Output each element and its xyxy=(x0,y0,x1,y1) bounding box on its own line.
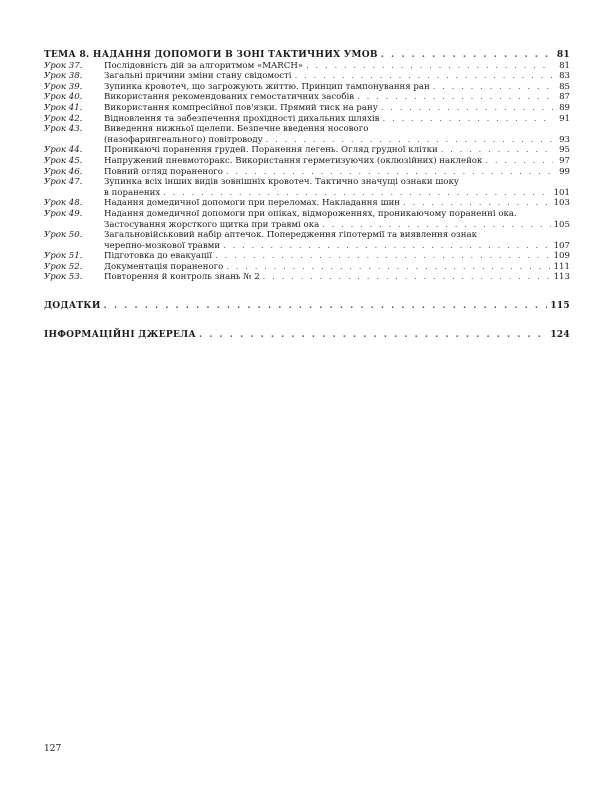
entry-title: Зупинка кровотеч, що загрожують життю. Принцип тампонування ран xyxy=(104,81,430,92)
entry-title: Виведення нижньої щелепи. Безпечне введення носового xyxy=(104,124,369,135)
entry-title: Послідовність дій за алгоритмом «MARCH» xyxy=(104,60,304,71)
lesson-number: Урок 42. xyxy=(44,113,83,124)
sources-title: ІНФОРМАЦІЙНІ ДЖЕРЕЛА xyxy=(44,329,196,340)
leader-dots xyxy=(381,103,553,114)
entry-title: Загальновійськовий набір аптечок. Попередження гіпотермії та виявлення ознак xyxy=(104,230,477,241)
entry-title: Повний огляд пораненого xyxy=(104,166,223,177)
entry-page: 99 xyxy=(559,166,570,177)
entry-page: 107 xyxy=(553,240,570,251)
table-of-contents xyxy=(44,50,570,340)
sources-page: 124 xyxy=(550,329,570,340)
entry-title: Загальні причини зміни стану свідомості xyxy=(104,71,292,82)
leader-dots xyxy=(441,145,553,156)
leader-dots xyxy=(223,241,550,252)
toc-entry[interactable] xyxy=(44,230,570,251)
toc-entry[interactable] xyxy=(44,124,570,145)
lesson-number: Урок 39. xyxy=(44,81,83,92)
entry-title: Застосування жорсткого щитка при травмі ока xyxy=(104,219,320,230)
lesson-number: Урок 51. xyxy=(44,251,83,262)
lesson-number: Урок 43. xyxy=(44,124,83,135)
entry-title: Відновлення та забезпечення прохідності дихальних шляхів xyxy=(104,113,380,124)
entry-page: 111 xyxy=(553,261,570,272)
toc-entry[interactable] xyxy=(44,114,570,125)
lesson-number: Урок 47. xyxy=(44,177,83,188)
entry-page: 109 xyxy=(553,251,570,262)
appendix-entry[interactable] xyxy=(44,301,570,312)
entry-page: 105 xyxy=(553,219,570,230)
section-heading[interactable] xyxy=(44,50,570,61)
entry-title: в поранених xyxy=(104,187,161,198)
entry-title: Надання домедичної допомоги при опіках, відмороженнях, проникаючому пораненні ока. xyxy=(104,208,517,219)
toc-entry[interactable] xyxy=(44,61,570,72)
lesson-number: Урок 50. xyxy=(44,230,83,241)
leader-dots xyxy=(226,262,550,273)
leader-dots xyxy=(104,301,548,312)
entry-title: Документація пораненого xyxy=(104,261,224,272)
entry-title: Напружений пневмоторакс. Використання герметизуючих (оклюзійних) наклейок xyxy=(104,155,483,166)
leader-dots xyxy=(403,198,551,209)
toc-entry[interactable] xyxy=(44,167,570,178)
entry-page: 81 xyxy=(559,60,570,71)
entry-page: 95 xyxy=(559,145,570,156)
entry-page: 113 xyxy=(553,272,570,283)
entry-page: 103 xyxy=(553,198,570,209)
toc-entry[interactable] xyxy=(44,103,570,114)
entry-title: Повторення й контроль знань № 2 xyxy=(104,272,260,283)
section-title: ТЕМА 8. НАДАННЯ ДОПОМОГИ В ЗОНІ ТАКТИЧНИХ УМОВ xyxy=(44,50,378,60)
leader-dots xyxy=(199,330,547,341)
lesson-number: Урок 46. xyxy=(44,166,83,177)
lesson-number: Урок 48. xyxy=(44,198,83,209)
leader-dots xyxy=(485,156,553,167)
leader-dots xyxy=(263,272,551,283)
sources-entry[interactable] xyxy=(44,330,570,341)
entry-title: Надання домедичної допомоги при переломах. Накладання шин xyxy=(104,198,401,209)
lesson-number: Урок 52. xyxy=(44,261,83,272)
entry-page: 87 xyxy=(559,92,570,103)
entry-page: 83 xyxy=(559,71,570,82)
entry-title: (назофарингеального) повітроводу xyxy=(104,134,263,145)
leader-dots xyxy=(306,61,553,72)
leader-dots xyxy=(295,71,553,82)
page-number: 127 xyxy=(44,744,62,754)
leader-dots xyxy=(163,188,550,199)
appendix-title: ДОДАТКИ xyxy=(44,301,101,312)
toc-entry[interactable] xyxy=(44,251,570,262)
toc-entry[interactable] xyxy=(44,209,570,230)
appendix-page: 115 xyxy=(550,301,570,312)
toc-entry[interactable] xyxy=(44,156,570,167)
leader-dots xyxy=(266,135,553,146)
leader-dots xyxy=(357,92,553,103)
lesson-list xyxy=(44,61,570,283)
lesson-number: Урок 40. xyxy=(44,92,83,103)
entry-page: 91 xyxy=(559,113,570,124)
entry-page: 97 xyxy=(559,155,570,166)
toc-entry[interactable] xyxy=(44,71,570,82)
entry-title: Підготовка до евакуації xyxy=(104,251,213,262)
entry-page: 101 xyxy=(553,187,570,198)
lesson-number: Урок 49. xyxy=(44,208,83,219)
entry-title: черепно-мозкової травми xyxy=(104,240,221,251)
leader-dots xyxy=(383,114,553,125)
toc-entry[interactable] xyxy=(44,92,570,103)
toc-entry[interactable] xyxy=(44,145,570,156)
entry-title: Використання рекомендованих гемостатичних засобів xyxy=(104,92,355,103)
lesson-number: Урок 41. xyxy=(44,102,83,113)
entry-page: 89 xyxy=(559,102,570,113)
toc-entry[interactable] xyxy=(44,177,570,198)
leader-dots xyxy=(215,251,551,262)
leader-dots xyxy=(226,167,553,178)
toc-entry[interactable] xyxy=(44,198,570,209)
entry-title: Проникаючі поранення грудей. Поранення легень. Огляд грудної клітки xyxy=(104,145,438,156)
toc-entry[interactable] xyxy=(44,262,570,273)
lesson-number: Урок 45. xyxy=(44,155,83,166)
leader-dots xyxy=(381,50,553,61)
lesson-number: Урок 37. xyxy=(44,60,83,71)
entry-page: 93 xyxy=(559,134,570,145)
entry-title: Використання компресійної пов'язки. Прямий тиск на рану xyxy=(104,102,378,113)
entry-title: Зупинка всіх інших видів зовнішніх кровотеч. Тактично значущі ознаки шоку xyxy=(104,177,459,188)
lesson-number: Урок 44. xyxy=(44,145,83,156)
leader-dots xyxy=(433,82,553,93)
lesson-number: Урок 53. xyxy=(44,272,83,283)
section-page: 81 xyxy=(556,50,570,60)
entry-page: 85 xyxy=(559,81,570,92)
toc-entry[interactable] xyxy=(44,82,570,93)
leader-dots xyxy=(322,220,550,231)
lesson-number: Урок 38. xyxy=(44,71,83,82)
toc-entry[interactable] xyxy=(44,272,570,283)
